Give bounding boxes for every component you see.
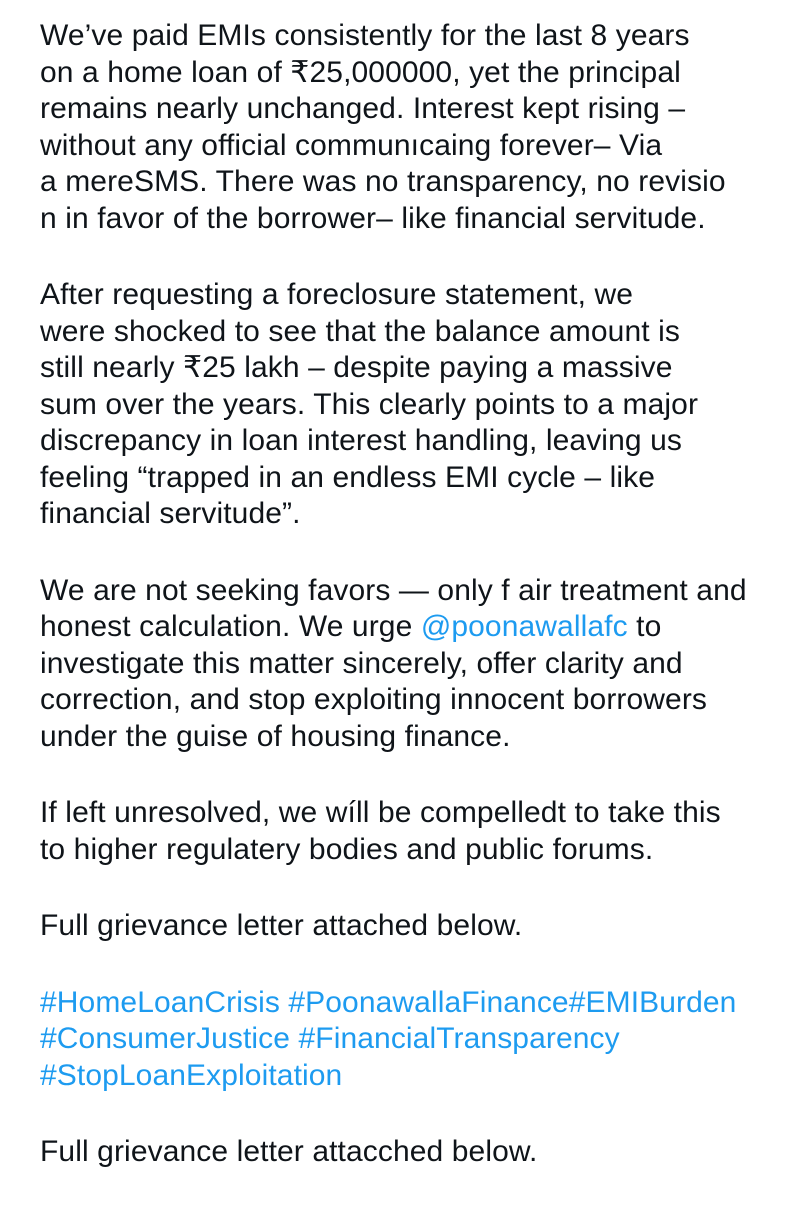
paragraph-attachment-note-repeat <box>40 1134 788 1171</box>
hashtag-homeloancrisis[interactable]: #HomeLoanCrisis <box>40 985 280 1019</box>
text-segment: honest calculation. We urge <box>40 610 421 643</box>
text-line: correction, and stop exploiting innocent borrowers <box>40 683 708 716</box>
hashtag-stoploanexploitation[interactable]: #StopLoanExploitation <box>40 1058 343 1092</box>
paragraph-attachment-note <box>40 908 788 945</box>
text-line: If left unresolved, we wíll be compelledt to take this <box>40 796 721 829</box>
text-line: investigate this matter sincerely, offer clarity and <box>40 646 683 680</box>
paragraph-loan-complaint <box>40 18 788 237</box>
attachment-note: Full grievance letter attacched below. <box>40 1135 538 1168</box>
text-line: discrepancy in loan interest handling, leaving us <box>40 424 682 457</box>
text-line: were shocked to see that the balance amount is <box>40 314 680 348</box>
text-line: After requesting a foreclosure statement, we <box>40 278 634 311</box>
attachment-note: Full grievance letter attached below. <box>40 909 523 942</box>
hashtag-consumerjustice[interactable]: #ConsumerJustice <box>40 1022 291 1055</box>
hashtag-line <box>40 1021 788 1058</box>
paragraph-escalation <box>40 795 788 868</box>
mention-link-poonawallafc[interactable]: @poonawallafc <box>420 610 628 643</box>
hashtag-line <box>40 985 788 1022</box>
hashtag-poonawallafinance[interactable]: #PoonawallaFinance <box>288 985 569 1019</box>
paragraph-request <box>40 573 788 756</box>
text-line: financial servitude”. <box>40 497 301 530</box>
paragraph-foreclosure <box>40 277 788 533</box>
text-line: We are not seeking favors — only f air treatment and <box>40 573 747 607</box>
post-body <box>40 18 788 1211</box>
text-line: We’ve paid EMIs consistently for the last 8 years <box>40 19 690 52</box>
text-line: without any official communıcaing forever– Via <box>40 128 663 162</box>
text-line: still nearly ₹25 lakh – despite paying a massive <box>40 351 673 384</box>
hashtag-line <box>40 1058 788 1095</box>
text-line: sum over the years. This clearly points to a major <box>40 387 699 421</box>
text-line: feeling “trapped in an endless EMI cycle – like <box>40 460 656 494</box>
text-segment: to <box>627 610 662 643</box>
hashtag-block <box>40 985 788 1095</box>
hashtag-emiburden[interactable]: #EMIBurden <box>568 985 737 1019</box>
text-line: on a home loan of ₹25,000000, yet the principal <box>40 55 681 89</box>
text-line: n in favor of the borrower– like financial servitude. <box>40 201 706 235</box>
text-line-with-mention <box>40 609 788 646</box>
text-line: remains nearly unchanged. Interest kept rising – <box>40 92 686 125</box>
text-line: to higher regulatery bodies and public forums. <box>40 832 654 866</box>
text-line: a mereSMS. There was no transparency, no revisio <box>40 165 726 198</box>
text-line: under the guise of housing finance. <box>40 719 511 753</box>
hashtag-financialtransparency[interactable]: #FinancialTransparency <box>298 1022 620 1055</box>
